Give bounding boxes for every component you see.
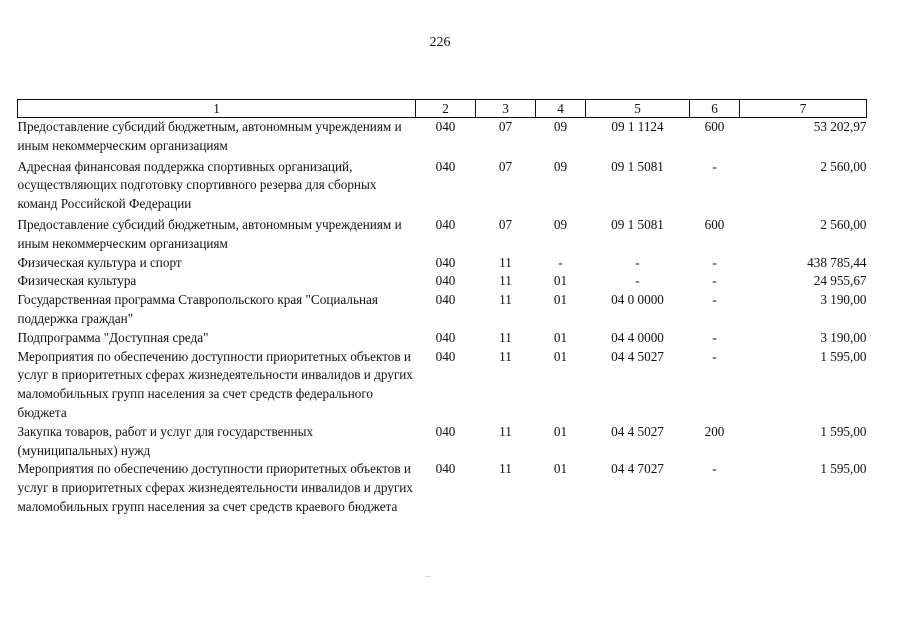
row-section-code: 07 xyxy=(498,158,513,174)
row-subsection-code: 09 xyxy=(553,158,568,174)
row-subsection-code: 01 xyxy=(553,292,568,308)
row-amount: 53 202,97 xyxy=(813,119,867,134)
row-subsection-code: 01 xyxy=(553,348,568,364)
row-amount: 1 595,00 xyxy=(820,423,867,439)
row-section-code: 11 xyxy=(499,348,512,364)
page-number: 226 xyxy=(429,35,451,50)
row-name: Физическая культура и спорт xyxy=(17,254,182,270)
row-ministry-code: 040 xyxy=(435,254,456,270)
row-name: Предоставление субсидий бюджетным, автономным учреждениям и иным некоммерческим организациям xyxy=(17,119,402,153)
table-header-row xyxy=(18,100,867,118)
table-row xyxy=(18,348,867,423)
row-section-code: 11 xyxy=(499,273,512,289)
column-header-3: 3 xyxy=(476,100,536,118)
row-expense-type: - xyxy=(712,329,717,345)
table-row xyxy=(18,272,867,291)
row-target-code: - xyxy=(635,254,640,270)
row-ministry-code: 040 xyxy=(435,423,456,439)
row-amount: 1 595,00 xyxy=(820,348,867,364)
row-ministry-code: 040 xyxy=(435,216,456,232)
row-expense-type: - xyxy=(712,292,717,308)
table-row xyxy=(18,118,867,158)
row-expense-type: - xyxy=(712,254,717,270)
row-amount: 24 955,67 xyxy=(813,273,867,289)
table-row xyxy=(18,291,867,329)
row-section-code: 07 xyxy=(498,216,513,232)
row-ministry-code: 040 xyxy=(435,329,456,345)
row-name: Мероприятия по обеспечению доступности приоритетных объектов и услуг в приоритетных сферах жизнедеятельности инвалидов и других маломобильных групп населения за счет средств краевого бюджета xyxy=(17,461,413,514)
table-row xyxy=(18,158,867,216)
row-amount: 2 560,00 xyxy=(820,158,867,174)
table-row xyxy=(18,423,867,461)
row-section-code: 07 xyxy=(498,119,513,134)
row-target-code: 09 1 5081 xyxy=(611,158,664,174)
row-ministry-code: 040 xyxy=(435,273,456,289)
column-header-5: 5 xyxy=(586,100,690,118)
row-name: Закупка товаров, работ и услуг для государственных (муниципальных) нужд xyxy=(17,423,314,458)
row-ministry-code: 040 xyxy=(435,348,456,364)
column-header-2: 2 xyxy=(416,100,476,118)
row-subsection-code: 09 xyxy=(553,216,568,232)
row-target-code: 09 1 1124 xyxy=(611,119,664,134)
table-row xyxy=(18,460,867,516)
row-amount: 2 560,00 xyxy=(820,216,867,232)
row-expense-type: - xyxy=(712,348,717,364)
row-expense-type: - xyxy=(712,158,717,174)
row-section-code: 11 xyxy=(499,329,512,345)
row-name: Адресная финансовая поддержка спортивных организаций, осуществляющих подготовку спортивного резерва для сборных команд Российской Федерации xyxy=(17,158,377,212)
scan-mark xyxy=(425,576,431,577)
column-header-7: 7 xyxy=(740,100,867,118)
row-name: Физическая культура xyxy=(17,273,137,289)
row-subsection-code: 01 xyxy=(553,461,568,477)
row-section-code: 11 xyxy=(499,254,512,270)
row-subsection-code: 01 xyxy=(553,273,568,289)
row-name: Подпрограмма "Доступная среда" xyxy=(17,329,209,345)
row-amount: 1 595,00 xyxy=(820,461,867,477)
row-name: Предоставление субсидий бюджетным, автономным учреждениям и иным некоммерческим организациям xyxy=(17,216,402,251)
row-target-code: 04 0 0000 xyxy=(611,292,664,308)
row-ministry-code: 040 xyxy=(435,292,456,308)
column-header-6: 6 xyxy=(690,100,740,118)
row-target-code: 04 4 5027 xyxy=(611,348,664,364)
row-subsection-code: - xyxy=(558,254,563,270)
row-subsection-code: 01 xyxy=(553,423,568,439)
row-target-code: - xyxy=(635,273,640,289)
row-amount: 438 785,44 xyxy=(807,254,867,270)
table-row xyxy=(18,254,867,273)
table-row xyxy=(18,329,867,348)
column-header-4: 4 xyxy=(536,100,586,118)
row-amount: 3 190,00 xyxy=(820,329,867,345)
row-target-code: 09 1 5081 xyxy=(611,216,664,232)
table-row xyxy=(18,216,867,254)
row-subsection-code: 01 xyxy=(553,329,568,345)
row-expense-type: 200 xyxy=(704,423,725,439)
row-expense-type: 600 xyxy=(704,216,725,232)
row-ministry-code: 040 xyxy=(435,119,456,134)
row-ministry-code: 040 xyxy=(435,461,456,477)
row-section-code: 11 xyxy=(499,423,512,439)
row-amount: 3 190,00 xyxy=(820,292,867,308)
row-target-code: 04 4 0000 xyxy=(611,329,664,345)
row-target-code: 04 4 7027 xyxy=(611,461,664,477)
row-section-code: 11 xyxy=(499,292,512,308)
row-section-code: 11 xyxy=(499,461,512,477)
row-ministry-code: 040 xyxy=(435,158,456,174)
row-expense-type: - xyxy=(712,461,717,477)
row-expense-type: 600 xyxy=(704,119,725,134)
row-subsection-code: 09 xyxy=(553,119,568,134)
row-target-code: 04 4 5027 xyxy=(611,423,664,439)
row-name: Государственная программа Ставропольского края "Социальная поддержка граждан" xyxy=(17,292,378,326)
budget-table xyxy=(17,99,867,517)
row-name: Мероприятия по обеспечению доступности приоритетных объектов и услуг в приоритетных сферах жизнедеятельности инвалидов и других маломобильных групп населения за счет средств федерального бюджета xyxy=(17,348,413,420)
column-header-1: 1 xyxy=(18,100,416,118)
row-expense-type: - xyxy=(712,273,717,289)
